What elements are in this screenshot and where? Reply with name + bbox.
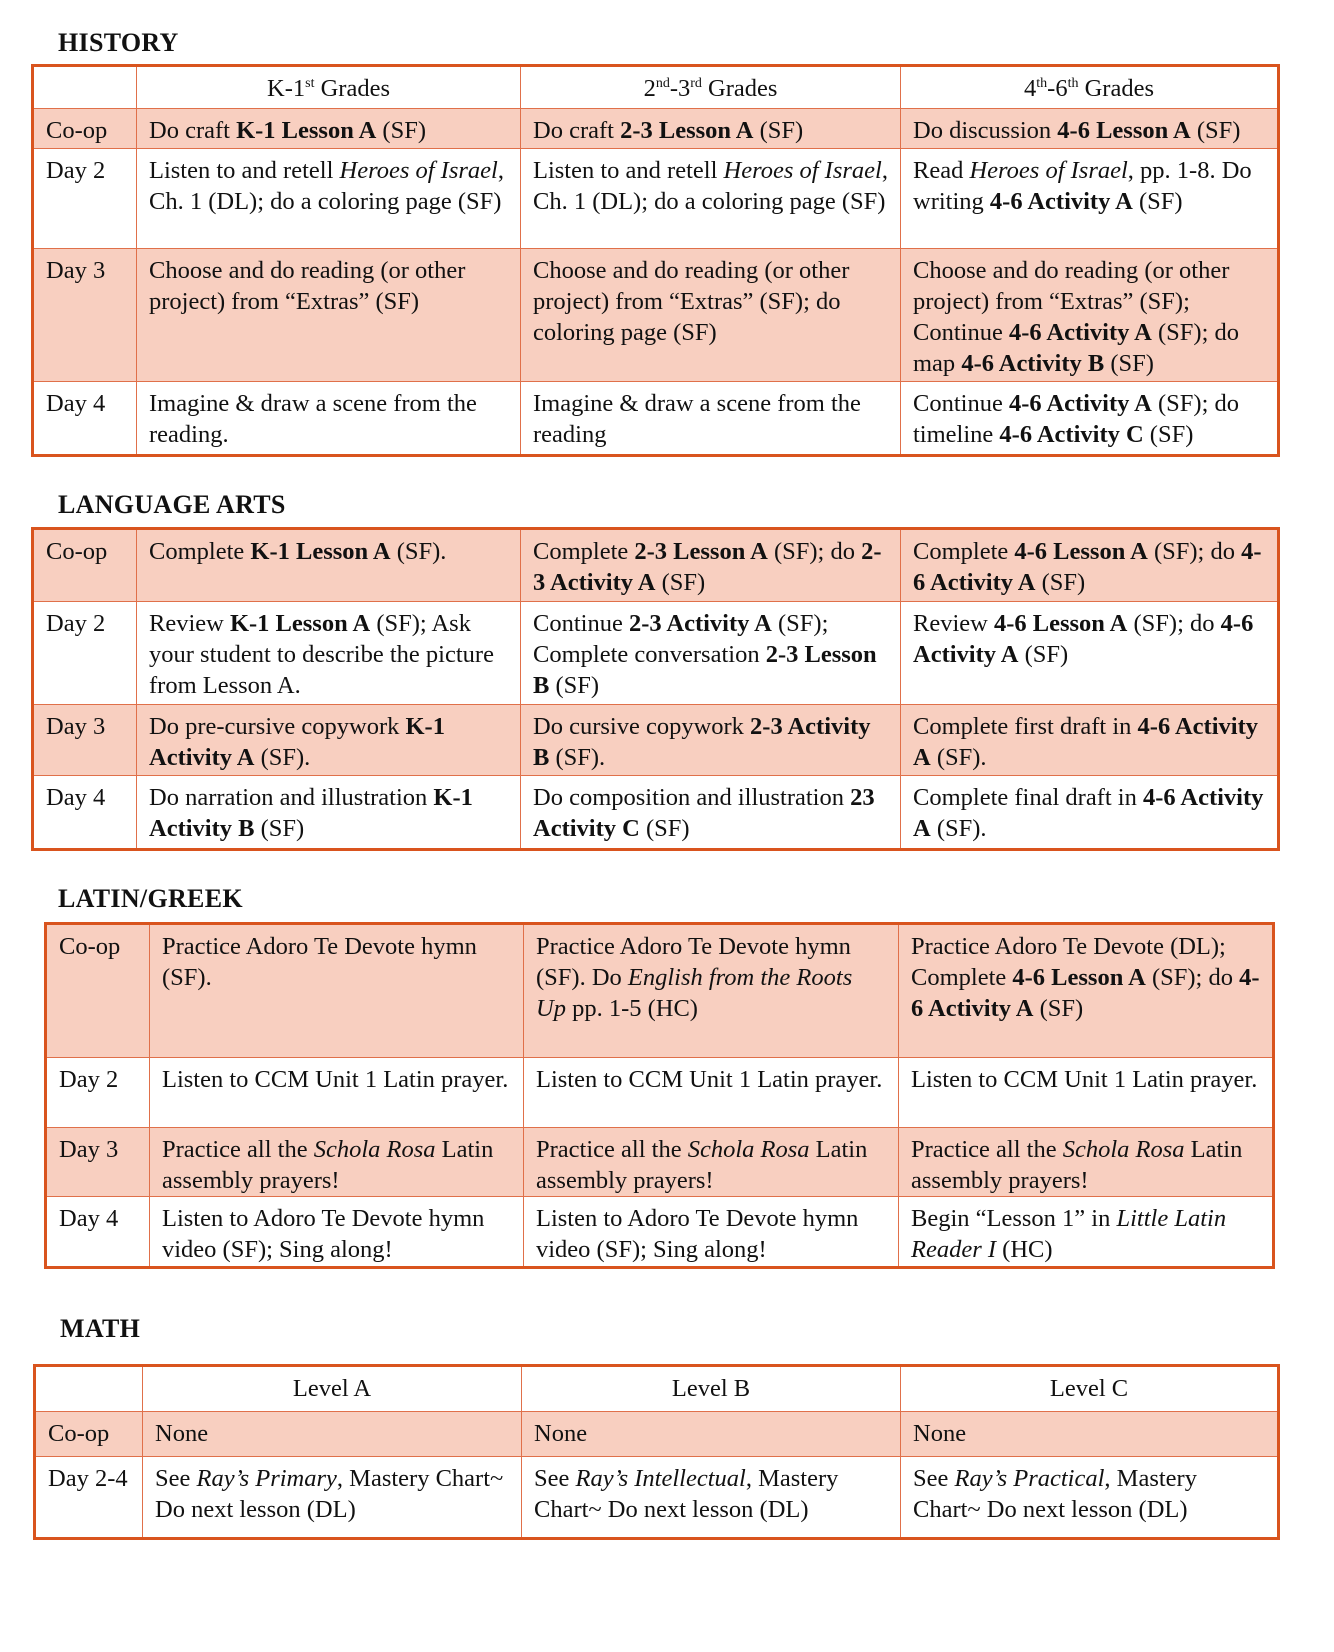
text-segment: 4-6 Activity A	[1008, 390, 1152, 417]
text-segment: 4-6 Lesson A	[1057, 117, 1191, 144]
text-segment: 2-3 Activity A	[533, 538, 882, 596]
text-segment: 4-6 Activity A	[913, 784, 1264, 842]
cell-col2	[521, 705, 901, 776]
table-row	[33, 602, 1279, 705]
text-segment: Listen to and retell	[149, 157, 340, 184]
day-label-cell	[33, 529, 137, 602]
text-segment: English from the Roots Up	[536, 964, 853, 1022]
text-segment: Choose and do reading (or other project) from “Extras” (SF); Continue	[913, 257, 1230, 346]
cell-col1	[137, 249, 521, 382]
text-segment: Listen to Adoro Te Devote hymn video (SF); Sing along!	[162, 1205, 485, 1263]
cell-col1	[150, 1197, 524, 1268]
cell-col3	[899, 1128, 1274, 1197]
cell-col2	[524, 924, 899, 1058]
table-row	[33, 149, 1279, 249]
cell-col1	[150, 1058, 524, 1128]
table-row	[33, 382, 1279, 456]
column-header	[137, 66, 521, 109]
text-segment: th	[1067, 75, 1079, 91]
text-segment: K-1 Lesson A	[250, 538, 391, 565]
cell-col3	[901, 776, 1279, 850]
text-segment: None	[913, 1420, 967, 1447]
text-segment: (SF).	[549, 744, 606, 771]
text-segment: Do composition and illustration	[533, 784, 851, 811]
text-segment: 2-3 Lesson B	[533, 641, 877, 699]
text-segment: (SF); Ask your student to describe the picture from Lesson A.	[149, 610, 494, 699]
text-segment: Do cursive copywork	[533, 713, 751, 740]
cell-col3	[899, 924, 1274, 1058]
text-segment: Practice Adoro Te Devote hymn (SF). Do	[536, 933, 851, 991]
text-segment: Complete first draft in	[913, 713, 1138, 740]
day-label-cell	[33, 776, 137, 850]
column-header	[35, 1366, 143, 1412]
text-segment: Co-op	[48, 1420, 110, 1447]
text-segment: (SF)	[1104, 350, 1154, 377]
column-header	[901, 66, 1279, 109]
text-segment: Do discussion	[913, 117, 1058, 144]
text-segment: (SF)	[1018, 641, 1069, 668]
text-segment: Complete final draft in	[913, 784, 1143, 811]
text-segment: Grades	[701, 75, 778, 102]
cell-col3	[899, 1058, 1274, 1128]
text-segment: Ray’s Practical	[954, 1465, 1105, 1492]
day-label-cell	[35, 1412, 143, 1457]
text-segment: (HC)	[996, 1236, 1053, 1263]
column-header	[521, 66, 901, 109]
latin-greek-table	[44, 922, 1275, 1269]
header-row	[33, 66, 1279, 109]
cell-col2	[524, 1128, 899, 1197]
text-segment: 4-6 Lesson A	[993, 610, 1128, 637]
cell-col2	[521, 149, 901, 249]
text-segment: (SF); do	[1145, 964, 1240, 991]
table-row	[46, 924, 1274, 1058]
text-segment: rd	[690, 75, 702, 91]
text-segment: 4-6 Activity C	[999, 421, 1144, 448]
text-segment: (SF)	[1190, 117, 1241, 144]
text-segment: Day 3	[46, 713, 106, 740]
text-segment: 23 Activity C	[533, 784, 875, 842]
text-segment: See	[155, 1465, 197, 1492]
day-label-cell	[33, 602, 137, 705]
table-row	[46, 1197, 1274, 1268]
text-segment: Little Latin Reader I	[911, 1205, 1227, 1263]
text-segment: (SF).	[390, 538, 447, 565]
text-segment: 4	[1024, 75, 1037, 102]
text-segment: 2	[643, 75, 656, 102]
text-segment: (SF); Complete conversation	[533, 610, 829, 668]
text-segment: Ray’s Intellectual	[575, 1465, 746, 1492]
table-row	[33, 529, 1279, 602]
text-segment: Do craft	[533, 117, 621, 144]
cell-col3	[899, 1197, 1274, 1268]
text-segment: Listen to CCM Unit 1 Latin prayer.	[536, 1066, 883, 1093]
text-segment: Latin assembly prayers!	[536, 1136, 868, 1194]
latin-greek-heading: LATIN/GREEK	[58, 884, 243, 913]
text-segment: 4-6 Lesson A	[1012, 964, 1146, 991]
text-segment: Do narration and illustration	[149, 784, 434, 811]
cell-col1	[150, 1128, 524, 1197]
cell-col3	[901, 602, 1279, 705]
day-label-cell	[33, 249, 137, 382]
text-segment: (SF)	[376, 117, 426, 144]
text-segment: (SF); do	[1147, 538, 1242, 565]
text-segment: Grades	[314, 75, 390, 102]
cell-col3	[901, 1412, 1279, 1457]
text-segment: Review	[149, 610, 230, 637]
text-segment: , Mastery Chart~ Do next lesson (DL)	[913, 1465, 1197, 1523]
text-segment: K-1 Activity B	[149, 784, 473, 842]
day-label-cell	[33, 149, 137, 249]
cell-col2	[521, 249, 901, 382]
text-segment: Schola Rosa	[313, 1136, 436, 1163]
text-segment: Heroes of Israel	[723, 157, 882, 184]
text-segment: Day 2	[59, 1066, 119, 1093]
cell-col1	[143, 1457, 522, 1539]
text-segment: Complete	[149, 538, 251, 565]
text-segment: (SF).	[930, 815, 987, 842]
text-segment: None	[155, 1420, 209, 1447]
cell-col1	[137, 705, 521, 776]
table-row	[35, 1412, 1279, 1457]
text-segment: Imagine & draw a scene from the reading.	[149, 390, 477, 448]
text-segment: Listen to CCM Unit 1 Latin prayer.	[911, 1066, 1258, 1093]
text-segment: (SF).	[254, 744, 311, 771]
header-row	[35, 1366, 1279, 1412]
cell-col3	[901, 109, 1279, 149]
text-segment: Continue	[533, 610, 629, 637]
text-segment: (SF); do	[767, 538, 862, 565]
text-segment: (SF)	[254, 815, 305, 842]
text-segment: , Mastery Chart~ Do next lesson (DL)	[155, 1465, 504, 1523]
text-segment: 4-6 Activity B	[961, 350, 1105, 377]
text-segment: Heroes of Israel	[969, 157, 1128, 184]
text-segment: 4-6 Activity A	[913, 610, 1254, 668]
text-segment: pp. 1-5 (HC)	[565, 995, 698, 1022]
cell-col2	[521, 602, 901, 705]
text-segment: Co-op	[59, 933, 121, 960]
text-segment: Continue	[913, 390, 1009, 417]
text-segment: (SF)	[655, 569, 706, 596]
text-segment: (SF); do timeline	[913, 390, 1240, 448]
text-segment: Schola Rosa	[687, 1136, 810, 1163]
text-segment: (SF)	[1143, 421, 1194, 448]
text-segment: , Mastery Chart~ Do next lesson (DL)	[534, 1465, 839, 1523]
table-row	[46, 1128, 1274, 1197]
text-segment: 4-6 Activity A	[913, 538, 1262, 596]
text-segment: Co-op	[46, 538, 108, 565]
column-header	[901, 1366, 1279, 1412]
language-arts-table	[31, 527, 1280, 851]
cell-col2	[521, 529, 901, 602]
text-segment: Listen to Adoro Te Devote hymn video (SF); Sing along!	[536, 1205, 859, 1263]
text-segment: Heroes of Israel	[339, 157, 498, 184]
text-segment: Day 2	[46, 157, 106, 184]
text-segment: , Ch. 1 (DL); do a coloring page (SF)	[149, 157, 504, 215]
day-label-cell	[35, 1457, 143, 1539]
text-segment: Grades	[1078, 75, 1154, 102]
text-segment: Day 3	[59, 1136, 119, 1163]
text-segment: 4-6 Lesson A	[1014, 538, 1148, 565]
text-segment: (SF)	[1035, 569, 1086, 596]
text-segment: (SF)	[1033, 995, 1084, 1022]
cell-col1	[137, 382, 521, 456]
language-arts-heading: LANGUAGE ARTS	[58, 490, 286, 519]
cell-col3	[901, 1457, 1279, 1539]
cell-col2	[521, 109, 901, 149]
text-segment: Level A	[292, 1375, 372, 1402]
text-segment: K-1 Activity A	[149, 713, 445, 771]
text-segment: Practice all the	[536, 1136, 688, 1163]
text-segment: -3	[669, 75, 691, 102]
text-segment: Level B	[671, 1375, 751, 1402]
table-row	[33, 249, 1279, 382]
cell-col2	[522, 1457, 901, 1539]
cell-col1	[137, 776, 521, 850]
text-segment: (SF).	[930, 744, 987, 771]
text-segment: Latin assembly prayers!	[911, 1136, 1243, 1194]
column-header	[143, 1366, 522, 1412]
cell-col2	[522, 1412, 901, 1457]
text-segment: 4-6 Activity A	[989, 188, 1133, 215]
cell-col3	[901, 705, 1279, 776]
text-segment: (SF)	[753, 117, 804, 144]
cell-col3	[901, 249, 1279, 382]
text-segment: Level C	[1049, 1375, 1129, 1402]
text-segment: Practice Adoro Te Devote (DL); Complete	[911, 933, 1226, 991]
cell-col3	[901, 382, 1279, 456]
day-label-cell	[33, 705, 137, 776]
cell-col1	[137, 602, 521, 705]
text-segment: Do craft	[149, 117, 237, 144]
text-segment: Listen to and retell	[533, 157, 724, 184]
text-segment: Day 4	[46, 784, 106, 811]
cell-col3	[901, 529, 1279, 602]
text-segment: Complete	[533, 538, 635, 565]
text-segment: Ray’s Primary	[196, 1465, 337, 1492]
text-segment: Choose and do reading (or other project) from “Extras” (SF); do coloring page (SF)	[533, 257, 850, 346]
cell-col2	[524, 1058, 899, 1128]
cell-col2	[521, 776, 901, 850]
math-table	[33, 1364, 1280, 1540]
text-segment: Day 4	[59, 1205, 119, 1232]
text-segment: Day 2-4	[48, 1465, 128, 1492]
text-segment: 4-6 Activity A	[911, 964, 1260, 1022]
text-segment: Day 4	[46, 390, 106, 417]
text-segment: st	[305, 75, 315, 91]
text-segment: Day 3	[46, 257, 106, 284]
cell-col1	[137, 149, 521, 249]
math-heading: MATH	[60, 1314, 141, 1343]
text-segment: , pp. 1-8. Do writing	[913, 157, 1252, 215]
day-label-cell	[46, 1197, 150, 1268]
table-row	[35, 1457, 1279, 1539]
text-segment: 2-3 Activity A	[628, 610, 772, 637]
text-segment: Practice all the	[911, 1136, 1063, 1163]
text-segment: Imagine & draw a scene from the reading	[533, 390, 861, 448]
text-segment: -6	[1047, 75, 1068, 102]
text-segment: th	[1036, 75, 1048, 91]
text-segment: Review	[913, 610, 994, 637]
day-label-cell	[46, 1128, 150, 1197]
text-segment: Listen to CCM Unit 1 Latin prayer.	[162, 1066, 509, 1093]
text-segment: (SF); do map	[913, 319, 1240, 377]
text-segment: Do pre-cursive copywork	[149, 713, 406, 740]
table-row	[33, 109, 1279, 149]
text-segment: (SF)	[639, 815, 690, 842]
table-row	[33, 705, 1279, 776]
cell-col1	[137, 109, 521, 149]
text-segment: Co-op	[46, 117, 108, 144]
day-label-cell	[33, 382, 137, 456]
text-segment: K-1 Lesson A	[229, 610, 371, 637]
cell-col2	[524, 1197, 899, 1268]
text-segment: Begin “Lesson 1” in	[911, 1205, 1117, 1232]
text-segment: (SF)	[549, 672, 600, 699]
text-segment: , Ch. 1 (DL); do a coloring page (SF)	[533, 157, 888, 215]
text-segment: K-1 Lesson A	[236, 117, 377, 144]
text-segment: Schola Rosa	[1062, 1136, 1185, 1163]
text-segment: 4-6 Activity A	[1008, 319, 1152, 346]
text-segment: Day 2	[46, 610, 106, 637]
text-segment: Practice all the	[162, 1136, 314, 1163]
cell-col2	[521, 382, 901, 456]
cell-col1	[150, 924, 524, 1058]
day-label-cell	[46, 924, 150, 1058]
cell-col1	[143, 1412, 522, 1457]
text-segment: 2-3 Lesson A	[634, 538, 768, 565]
history-heading: HISTORY	[58, 28, 179, 57]
cell-col3	[901, 149, 1279, 249]
text-segment: See	[913, 1465, 955, 1492]
day-label-cell	[33, 109, 137, 149]
text-segment: Read	[913, 157, 970, 184]
text-segment: 2-3 Activity B	[533, 713, 871, 771]
table-row	[46, 1058, 1274, 1128]
text-segment: 4-6 Activity A	[913, 713, 1258, 771]
text-segment: nd	[655, 75, 670, 91]
text-segment: 2-3 Lesson A	[620, 117, 754, 144]
cell-col1	[137, 529, 521, 602]
text-segment: See	[534, 1465, 576, 1492]
day-label-cell	[46, 1058, 150, 1128]
table-row	[33, 776, 1279, 850]
text-segment: (SF)	[1132, 188, 1183, 215]
history-table	[31, 64, 1280, 457]
text-segment: None	[534, 1420, 588, 1447]
column-header	[33, 66, 137, 109]
text-segment: (SF); do	[1127, 610, 1221, 637]
text-segment: Latin assembly prayers!	[162, 1136, 494, 1194]
text-segment: Choose and do reading (or other project) from “Extras” (SF)	[149, 257, 466, 315]
text-segment: Complete	[913, 538, 1015, 565]
column-header	[522, 1366, 901, 1412]
text-segment: Practice Adoro Te Devote hymn (SF).	[162, 933, 477, 991]
text-segment: K-1	[267, 75, 306, 102]
